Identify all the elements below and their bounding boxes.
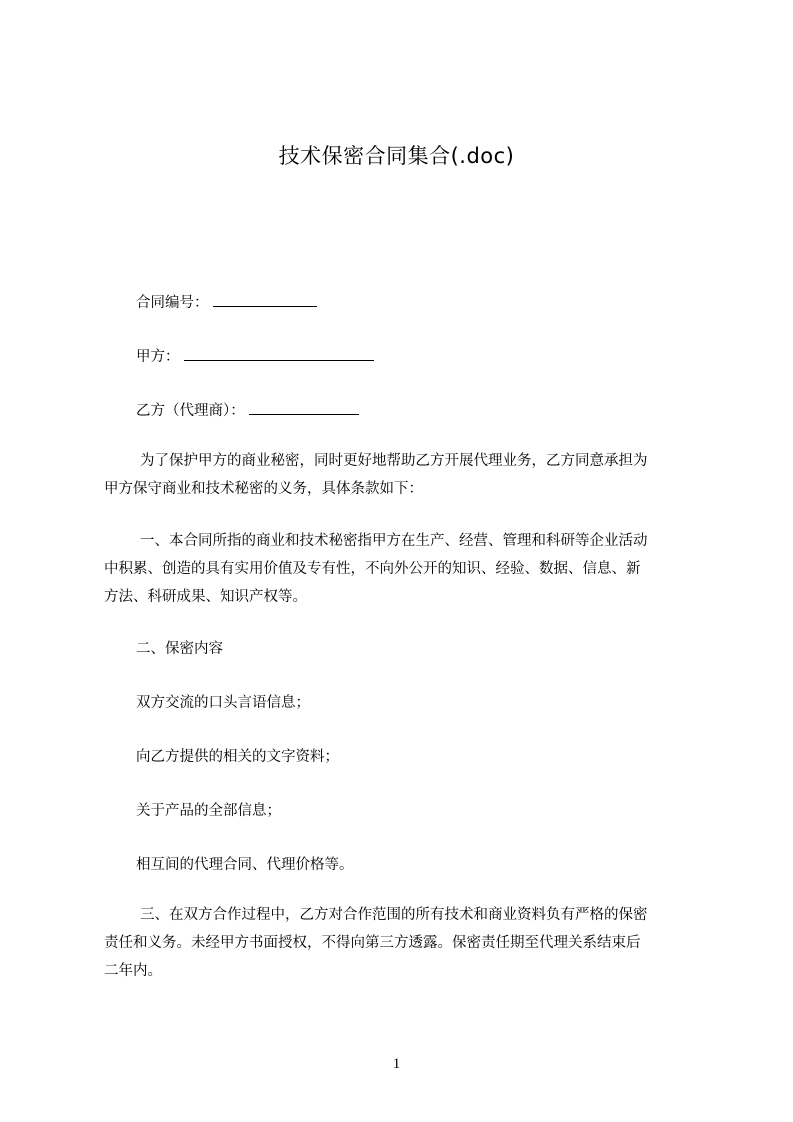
section-2-item: 双方交流的口头言语信息； [136, 695, 310, 711]
intro-line: 为了保护甲方的商业秘密，同时更好地帮助乙方开展代理业务，乙方同意承担为 [140, 453, 648, 469]
party-b-field [136, 399, 359, 420]
contract-number-field [136, 291, 317, 312]
intro-line: 甲方保守商业和技术秘密的义务，具体条款如下： [104, 481, 423, 497]
section-2-item: 关于产品的全部信息； [136, 803, 281, 819]
section-2-item: 相互间的代理合同、代理价格等。 [136, 857, 354, 873]
document-title: 技术保密合同集合(.doc) [278, 144, 515, 168]
contract-number-blank [213, 294, 317, 307]
party-a-blank [184, 348, 374, 361]
contract-number-label: 合同编号： [136, 295, 209, 311]
section-1-line: 中积累、创造的具有实用价值及专有性，不向外公开的知识、经验、数据、信息、新 [104, 561, 641, 577]
section-3-line: 三、在双方合作过程中，乙方对合作范围的所有技术和商业资料负有严格的保密 [140, 907, 648, 923]
section-2-item: 向乙方提供的相关的文字资料； [136, 749, 339, 765]
party-a-label: 甲方： [136, 349, 180, 365]
section-3-line: 责任和义务。未经甲方书面授权，不得向第三方透露。保密责任期至代理关系结束后 [104, 935, 641, 951]
intro-paragraph [104, 447, 704, 503]
section-3-paragraph [104, 901, 704, 985]
page-number: 1 [392, 1056, 401, 1072]
section-3-line: 二年内。 [104, 963, 162, 979]
party-b-label: 乙方（代理商）： [136, 403, 245, 419]
section-1-paragraph [104, 527, 704, 611]
section-1-line: 方法、科研成果、知识产权等。 [104, 589, 307, 605]
section-2-heading: 二、保密内容 [136, 641, 223, 657]
party-a-field [136, 345, 374, 366]
party-b-blank [249, 402, 359, 415]
section-1-line: 一、本合同所指的商业和技术秘密指甲方在生产、经营、管理和科研等企业活动 [140, 533, 648, 549]
